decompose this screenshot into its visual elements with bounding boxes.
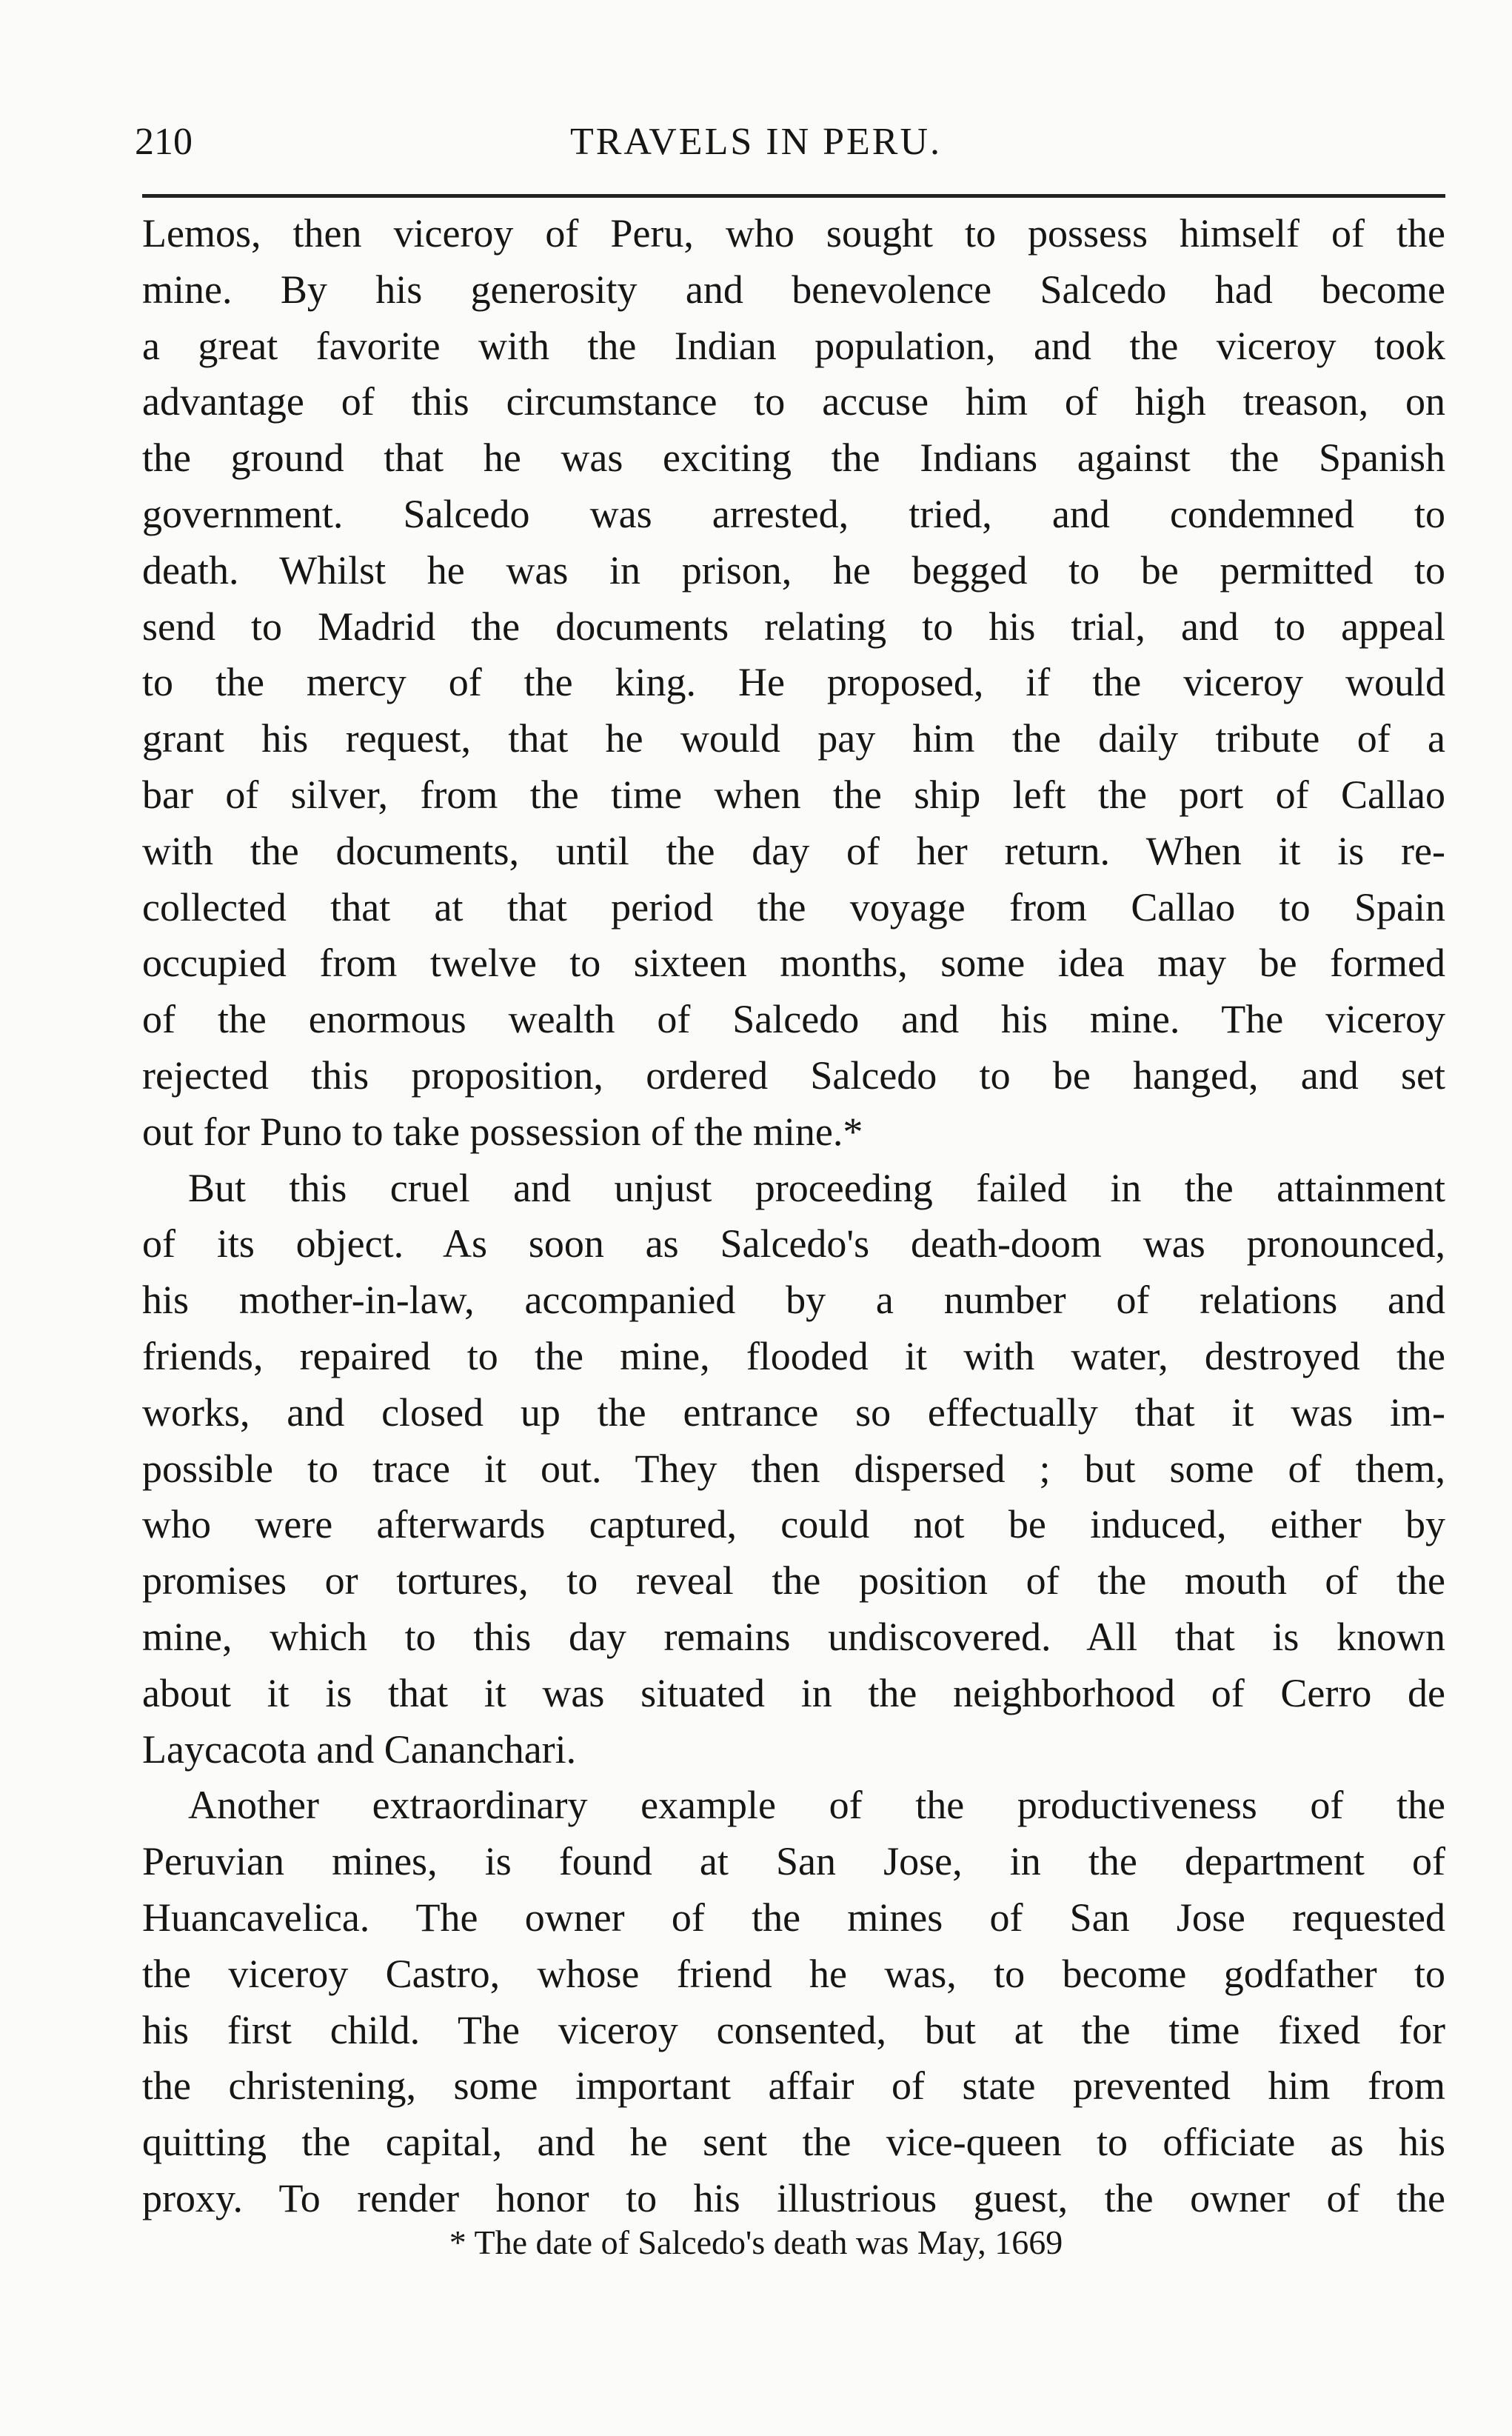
header-rule [142,194,1445,198]
text-line: Laycacota and Cananchari. [142,1726,577,1772]
text-line: his first child. The viceroy consented, but at the time fixed for [142,2007,1445,2052]
text-line: out for Puno to take possession of the mine.* [142,1109,863,1154]
text-line: proxy. To render honor to his illustrious guest, the owner of the [142,2175,1445,2220]
page-number: 210 [135,121,193,163]
footnote: * The date of Salcedo's death was May, 1669 [449,2223,1063,2261]
text-line: the christening, some important affair of state prevented him from [142,2063,1445,2109]
text-line: his mother-in-law, accompanied by a number of relations and [142,1278,1445,1323]
body-text [142,206,1445,2227]
text-line: about it is that it was situated in the neighborhood of Cerro de [142,1670,1445,1715]
paragraph-start-line: But this cruel and unjust proceeding failed in the attainment [188,1165,1445,1210]
text-line: government. Salcedo was arrested, tried, and condemned to [142,491,1445,536]
running-title: TRAVELS IN PERU. [569,121,943,163]
text-line: grant his request, that he would pay him the daily tribute of a [142,716,1445,761]
text-line: Peruvian mines, is found at San Jose, in the department of [142,1839,1445,1884]
text-line: the viceroy Castro, whose friend he was, to become godfather to [142,1951,1445,1996]
text-line: Lemos, then viceroy of Peru, who sought to possess himself of the [142,211,1445,256]
text-line: death. Whilst he was in prison, he begged to be permitted to [142,547,1445,593]
text-line: mine, which to this day remains undiscovered. All that is known [142,1614,1445,1659]
text-line: friends, repaired to the mine, flooded it with water, destroyed the [142,1333,1445,1378]
text-line: of the enormous wealth of Salcedo and his mine. The viceroy [142,997,1445,1042]
text-line: occupied from twelve to sixteen months, some idea may be formed [142,941,1445,986]
text-line: a great favorite with the Indian population, and the viceroy took [142,323,1445,368]
text-line: to the mercy of the king. He proposed, if the viceroy would [142,660,1445,705]
text-line: the ground that he was exciting the Indians against the Spanish [142,436,1445,481]
text-line: who were afterwards captured, could not be induced, either by [142,1502,1445,1547]
text-line: of its object. As soon as Salcedo's death-doom was pronounced, [142,1221,1445,1267]
text-line: send to Madrid the documents relating to his trial, and to appeal [142,604,1445,649]
text-line: quitting the capital, and he sent the vice-queen to officiate as his [142,2120,1445,2165]
text-line: mine. By his generosity and benevolence Salcedo had become [142,267,1445,312]
text-line: bar of silver, from the time when the ship left the port of Callao [142,772,1445,817]
text-line: advantage of this circumstance to accuse him of high treason, on [142,379,1445,424]
text-line: works, and closed up the entrance so effectually that it was im- [142,1389,1445,1435]
text-line: with the documents, until the day of her return. When it is re- [142,828,1445,873]
text-line: promises or tortures, to reveal the position of the mouth of the [142,1558,1445,1604]
text-line: Huancavelica. The owner of the mines of San Jose requested [142,1895,1445,1940]
text-line: rejected this proposition, ordered Salcedo to be hanged, and set [142,1052,1445,1098]
text-line: collected that at that period the voyage from Callao to Spain [142,884,1445,930]
paragraph-start-line: Another extraordinary example of the productiveness of the [188,1783,1445,1828]
text-line: possible to trace it out. They then dispersed ; but some of them, [142,1446,1445,1491]
